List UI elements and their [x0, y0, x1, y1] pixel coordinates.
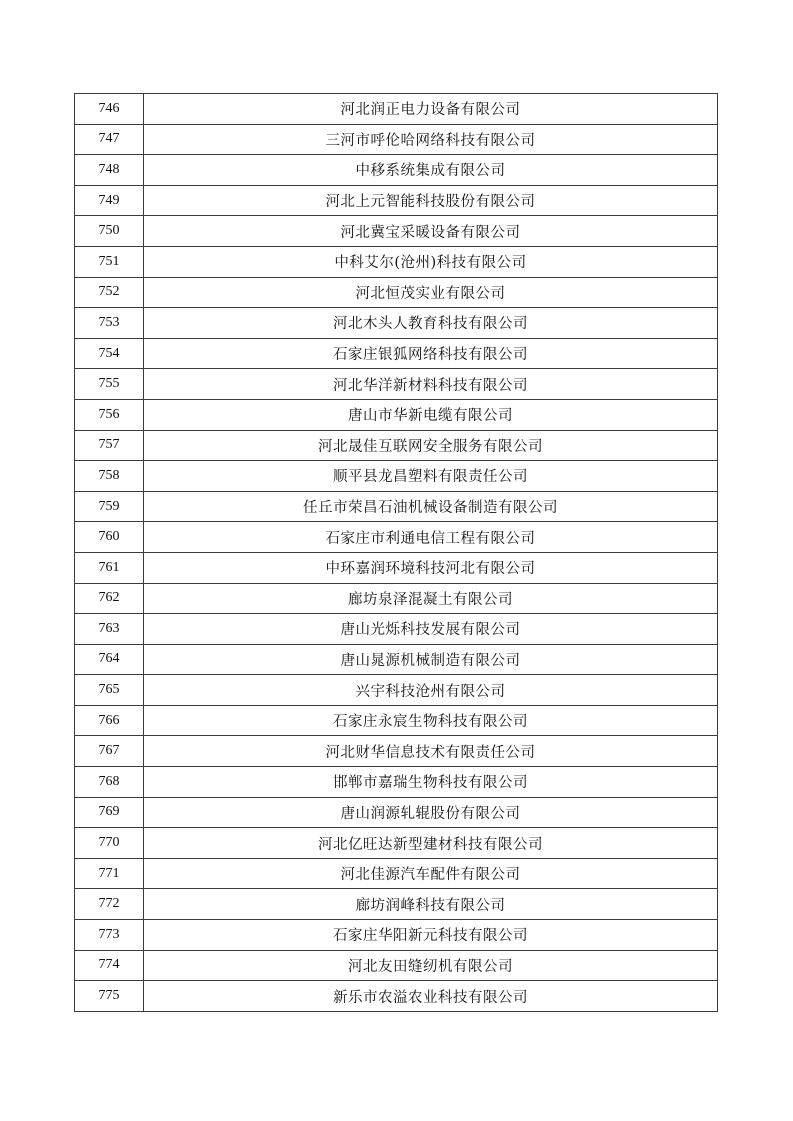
company-name: 唐山润源轧辊股份有限公司 [144, 797, 718, 828]
row-number: 750 [75, 216, 144, 247]
table-row [75, 399, 718, 430]
row-number: 773 [75, 920, 144, 951]
table-row [75, 155, 718, 186]
row-number: 747 [75, 124, 144, 155]
table-row [75, 185, 718, 216]
row-number: 756 [75, 399, 144, 430]
row-number: 749 [75, 185, 144, 216]
company-name: 新乐市农溢农业科技有限公司 [144, 981, 718, 1012]
table-row [75, 858, 718, 889]
row-number: 769 [75, 797, 144, 828]
company-name: 河北财华信息技术有限责任公司 [144, 736, 718, 767]
row-number: 763 [75, 614, 144, 645]
company-name: 任丘市荣昌石油机械设备制造有限公司 [144, 491, 718, 522]
row-number: 775 [75, 981, 144, 1012]
company-name: 石家庄永宸生物科技有限公司 [144, 705, 718, 736]
table-row [75, 369, 718, 400]
row-number: 752 [75, 277, 144, 308]
company-name: 河北友田缝纫机有限公司 [144, 950, 718, 981]
table-row [75, 736, 718, 767]
company-name: 中移系统集成有限公司 [144, 155, 718, 186]
company-name: 河北木头人教育科技有限公司 [144, 308, 718, 339]
company-name: 石家庄市利通电信工程有限公司 [144, 522, 718, 553]
row-number: 755 [75, 369, 144, 400]
row-number: 761 [75, 552, 144, 583]
table-row [75, 828, 718, 859]
company-name: 廊坊泉泽混凝土有限公司 [144, 583, 718, 614]
row-number: 746 [75, 94, 144, 125]
row-number: 767 [75, 736, 144, 767]
table-row [75, 246, 718, 277]
company-name: 河北佳源汽车配件有限公司 [144, 858, 718, 889]
table-row [75, 583, 718, 614]
table-row [75, 277, 718, 308]
company-name: 河北冀宝采暖设备有限公司 [144, 216, 718, 247]
row-number: 758 [75, 461, 144, 492]
table-row [75, 430, 718, 461]
table-row [75, 705, 718, 736]
table-row [75, 675, 718, 706]
company-name: 石家庄银狐网络科技有限公司 [144, 338, 718, 369]
table-row [75, 889, 718, 920]
row-number: 770 [75, 828, 144, 859]
table-row [75, 338, 718, 369]
company-name: 唐山晁源机械制造有限公司 [144, 644, 718, 675]
table-row [75, 552, 718, 583]
row-number: 768 [75, 767, 144, 798]
row-number: 753 [75, 308, 144, 339]
row-number: 765 [75, 675, 144, 706]
company-name: 河北上元智能科技股份有限公司 [144, 185, 718, 216]
company-name: 顺平县龙昌塑料有限责任公司 [144, 461, 718, 492]
table-row [75, 614, 718, 645]
table-row [75, 522, 718, 553]
company-name: 中科艾尔(沧州)科技有限公司 [144, 246, 718, 277]
company-name: 兴宇科技沧州有限公司 [144, 675, 718, 706]
row-number: 766 [75, 705, 144, 736]
company-name: 三河市呼伦哈网络科技有限公司 [144, 124, 718, 155]
table-row [75, 308, 718, 339]
company-name: 唐山光烁科技发展有限公司 [144, 614, 718, 645]
table-row [75, 950, 718, 981]
company-name: 河北华洋新材料科技有限公司 [144, 369, 718, 400]
company-name: 河北润正电力设备有限公司 [144, 94, 718, 125]
row-number: 772 [75, 889, 144, 920]
table-row [75, 94, 718, 125]
company-name: 石家庄华阳新元科技有限公司 [144, 920, 718, 951]
row-number: 760 [75, 522, 144, 553]
company-list-table [74, 93, 718, 1012]
company-name: 中环嘉润环境科技河北有限公司 [144, 552, 718, 583]
table-row [75, 124, 718, 155]
table-row [75, 920, 718, 951]
company-name: 廊坊润峰科技有限公司 [144, 889, 718, 920]
table-row [75, 797, 718, 828]
row-number: 751 [75, 246, 144, 277]
table-body [75, 94, 718, 1012]
company-name: 河北晟佳互联网安全服务有限公司 [144, 430, 718, 461]
table-row [75, 491, 718, 522]
table-row [75, 461, 718, 492]
row-number: 754 [75, 338, 144, 369]
row-number: 762 [75, 583, 144, 614]
row-number: 771 [75, 858, 144, 889]
company-name: 河北亿旺达新型建材科技有限公司 [144, 828, 718, 859]
company-name: 邯郸市嘉瑞生物科技有限公司 [144, 767, 718, 798]
row-number: 774 [75, 950, 144, 981]
row-number: 748 [75, 155, 144, 186]
company-name: 河北恒茂实业有限公司 [144, 277, 718, 308]
table-row [75, 216, 718, 247]
row-number: 757 [75, 430, 144, 461]
table-row [75, 981, 718, 1012]
table-row [75, 767, 718, 798]
table-row [75, 644, 718, 675]
row-number: 764 [75, 644, 144, 675]
company-name: 唐山市华新电缆有限公司 [144, 399, 718, 430]
row-number: 759 [75, 491, 144, 522]
